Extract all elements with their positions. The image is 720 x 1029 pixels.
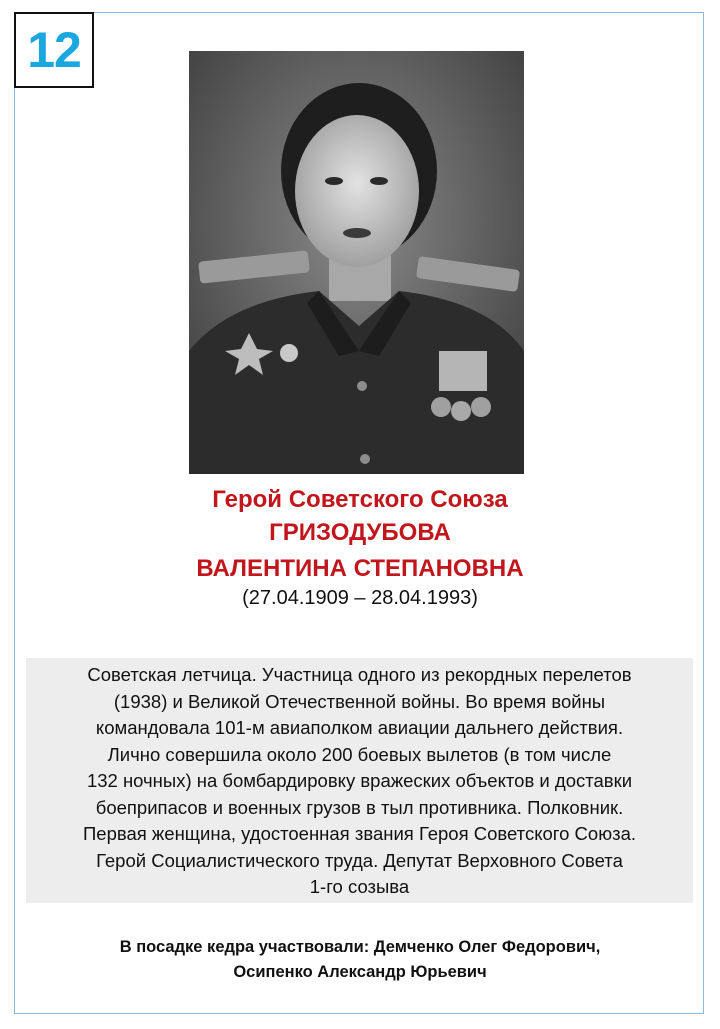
bio-line: 1-го созыва bbox=[309, 876, 410, 897]
hero-title: Герой Советского Союза bbox=[212, 486, 508, 513]
bio-line: 132 ночных) на бомбардировку вражеских объектов и доставки bbox=[86, 770, 633, 791]
life-dates: (27.04.1909 – 28.04.1993) bbox=[242, 587, 478, 609]
portrait-photo bbox=[189, 51, 524, 474]
bio-line: (1938) и Великой Отечественной войны. Во время войны bbox=[113, 690, 606, 712]
given-names: ВАЛЕНТИНА СТЕПАНОВНА bbox=[196, 555, 524, 582]
bio-line: боеприпасов и военных грузов в тыл противника. Полковник. bbox=[95, 796, 624, 818]
surname: ГРИЗОДУБОВА bbox=[269, 519, 451, 546]
bio-line: Первая женщина, удостоенная звания Героя Советского Союза. bbox=[82, 823, 636, 844]
planting-participants-line1: В посадке кедра участвовали: Демченко Олег Федорович, bbox=[119, 938, 601, 956]
planting-participants-line2: Осипенко Александр Юрьевич bbox=[233, 963, 487, 981]
portrait-illustration bbox=[189, 51, 524, 474]
biography-block bbox=[26, 658, 693, 903]
bio-line: Лично совершила около 200 боевых вылетов (в том числе bbox=[107, 743, 612, 765]
bio-line: Герой Социалистического труда. Депутат Верховного Совета bbox=[96, 849, 623, 871]
bio-line: Советская летчица. Участница одного из рекордных перелетов bbox=[87, 664, 632, 685]
card-number: 12 bbox=[14, 12, 94, 88]
bio-line: командовала 101-м авиаполком авиации дальнего действия. bbox=[95, 717, 624, 738]
